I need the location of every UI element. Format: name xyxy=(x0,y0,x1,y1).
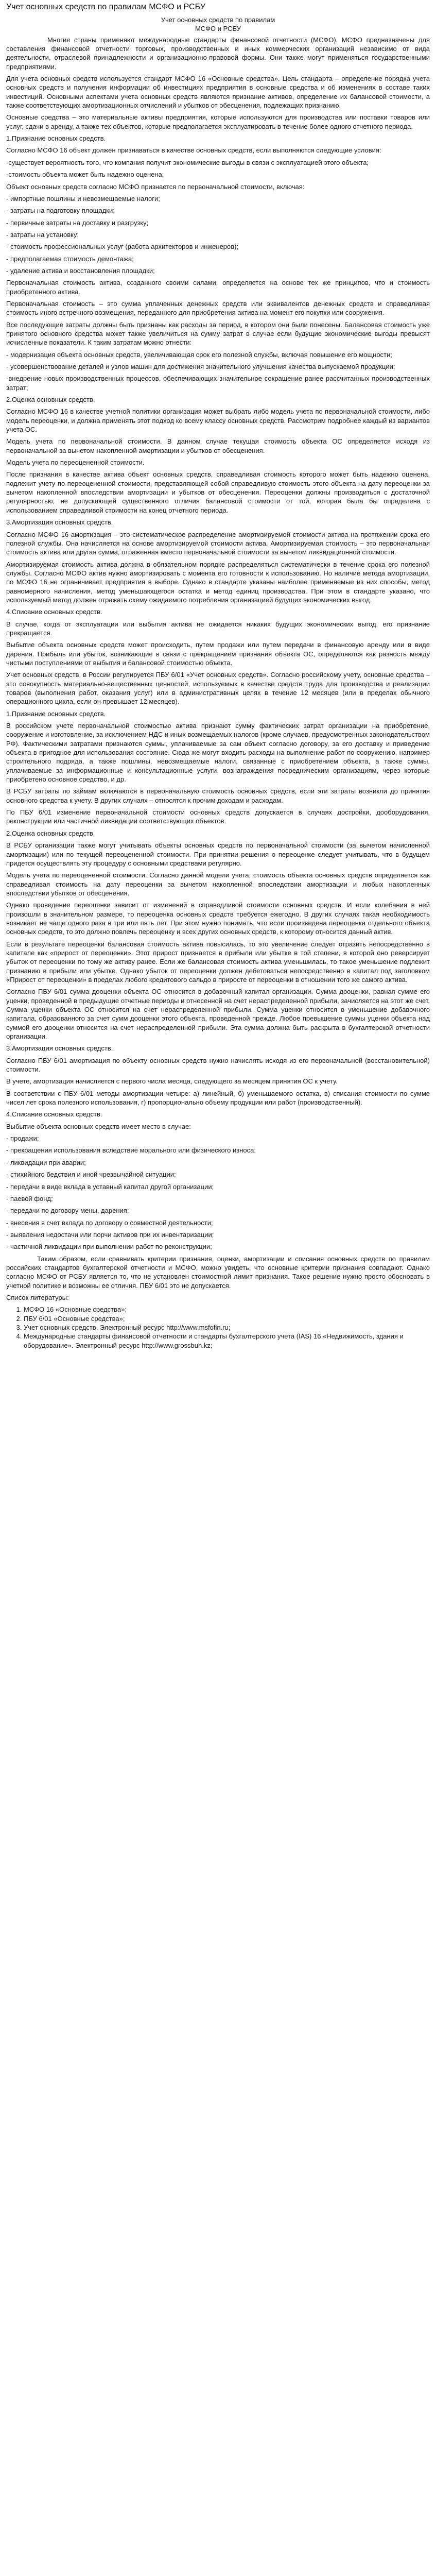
reference-item: 4. Международные стандарты финансовой отчетности и стандарты бухгалтерского учета (IAS) 16 «Недвижимость, здания и оборудование». Электронный ресурс http://www.grossbuh.kz; xyxy=(24,1332,430,1350)
paragraph: - усовершенствование деталей и узлов машин для достижения значительного улучшения качества выпускаемой продукции; xyxy=(6,363,395,370)
paragraph: 1.Признание основных средств. xyxy=(6,709,106,718)
paragraph: Амортизируемая стоимость актива должна в обязательном порядке распределяться систематически в течение срока его полезной службы. Согласно МСФО актив нужно амортизировать с момента его готовности к использованию. Но наличие метода амортизации, по МСФО 16 не ограничивает предприятия в выборе. Однако в стандарте указаны наиболее применяемые из них способы, метод равномерного начисления, метод уменьшающегося остатка и метод единиц производства. При этом в стандарте указано, что используемый метод должен отражать схему ожидаемого потребления организацией будущих экономических выгод. xyxy=(6,560,430,604)
paragraph: Первоначальная стоимость – это сумма уплаченных денежных средств или эквивалентов денежных средств и справедливая стоимость иного встречного возмещения, переданного для приобретения актива на момент его покупки или сооружения. xyxy=(6,299,430,317)
paragraph: - модернизация объекта основных средств, увеличивающая срок его полезной службы, включая повышение его мощности; xyxy=(6,350,392,359)
paragraph: 2.Оценка основных средств. xyxy=(6,396,95,404)
paragraph: -существует вероятность того, что компания получит экономические выгоды в связи с эксплуатацией этого объекта; xyxy=(6,158,369,166)
paragraph: - первичные затраты на доставку и разгрузку; xyxy=(6,218,149,227)
paragraph: В случае, когда от эксплуатации или выбытия актива не ожидается никаких будущих экономических выгод, его признание прекращается. xyxy=(6,620,430,637)
paragraph: Согласно МСФО 16 объект должен признаваться в качестве основных средств, если выполняются следующие условия: xyxy=(6,146,381,155)
paragraph: 1.Признание основных средств. xyxy=(6,134,106,143)
paragraph: Выбытие объекта основных средств может происходить, путем продажи или путем передачи в финансовую аренду или в виде дарения. Прибыль или убыток, возникающие в связи с прекращением признания объекта ОС, определяются как разность между чистыми поступлениями от выбытия и балансовой стоимостью объекта. xyxy=(6,641,430,667)
paragraph: После признания в качестве актива объект основных средств, справедливая стоимость которого может быть надежно оценена, подлежит учету по переоцененной стоимости, представляющей собой справедливую стоимость этого объекта на дату переоценки за вычетом накопленной впоследствии амортизации и убытков от обесценения. Переоценки должны производиться с достаточной регулярностью, не допускающей существенного отличия балансовой стоимости от той, которая была бы определена с использованием справедливой стоимости на конец отчетного периода. xyxy=(6,470,430,514)
paragraph: - продажи; xyxy=(6,1134,39,1143)
paragraph: Модель учета по переоцененной стоимости. Согласно данной модели учета, стоимость объекта основных средств определяется как справедливая стоимость на дату переоценки за вычетом накопленной впоследствии амортизации и любых накопленных впоследствии убытков от обесценения. xyxy=(6,871,430,897)
paragraph: - импортные пошлины и невозмещаемые налоги; xyxy=(6,194,160,202)
paragraph: - передачи в виде вклада в уставный капитал другой организации; xyxy=(6,1182,214,1191)
paragraph: - внесения в счет вклада по договору о совместной деятельности; xyxy=(6,1218,213,1227)
paragraph: В РСБУ организации также могут учитывать объекты основных средств по первоначальной стоимости (за вычетом начисленной амортизации) или по текущей переоцененной стоимости. При принятии решения о переоценке следует учитывать, что в будущем придется осуществлять эту процедуру с основными средствами регулярно. xyxy=(6,841,430,867)
reference-item: 2. ПБУ 6/01 «Основные средства»; xyxy=(24,1314,430,1323)
paragraph: - частичной ликвидации при выполнении работ по реконструкции; xyxy=(6,1243,212,1251)
paragraph: Согласно МСФО 16 в качестве учетной политики организация может выбрать либо модель учета по первоначальной стоимости, либо модель переоценки, и должна применять этот подход ко всему классу основных средств. Рассмотрим подробнее каждый из вариантов учета ОС. xyxy=(6,408,430,434)
paragraph: - выявления недостачи или порчи активов при их инвентаризации; xyxy=(6,1230,214,1239)
paragraph: Выбытие объекта основных средств имеет место в случае: xyxy=(6,1122,191,1130)
paragraph: В соответствии с ПБУ 6/01 методы амортизации четыре: а) линейный, б) уменьшаемого остатка, в) списания стоимости по сумме чисел лет срока полезного использования, г) пропорционально объему продукции или работ (производственный). xyxy=(6,1089,430,1107)
paragraph: Если в результате переоценки балансовая стоимость актива повысилась, то это увеличение следует отразить непосредственно в капитале как «прирост от переоценки». Этот прирост признается в прибыли или убытке в той степени, в которой оно реверсирует убыток от переоценки по тому же активу ранее. Если же балансовая стоимость актива уменьшилась, то такое уменьшение подлежит признанию в прибыли или убытке. Однако убыток от переоценки должен дебетоваться непосредственно в капитал под заголовком «Прирост от переоценки» в пределах любого кредитового сальдо в приросте от переоценки в отношении того же самого актива. xyxy=(6,940,430,984)
paragraph: Согласно ПБУ 6/01 сумма дооценки объекта ОС относится в добавочный капитал организации. Сумма дооценки, равная сумме его уценки, проведенной в предыдущие отчетные периоды и отнесенной на счет нераспределенной прибыли, зачисляется на этот же счет. Сумма уценки объекта ОС относится на счет нераспределенной прибыли. Сумма уценки относится в уменьшение добавочного капитала, образованного за счет сумм дооценки этого объекта, проведенной прежде. Любое превышение суммы уценки объекта над суммой его дооценки относится на счет нераспределенной прибыли. Эта сумма должна быть раскрыта в бухгалтерской отчетности организации. xyxy=(6,988,430,1041)
paragraph: - затраты на подготовку площадки; xyxy=(6,207,115,215)
paragraph: -стоимость объекта может быть надежно оценена; xyxy=(6,171,164,179)
paragraph: Объект основных средств согласно МСФО признается по первоначальной стоимости, включая: xyxy=(6,182,305,191)
reference-item: 1. МСФО 16 «Основные средства»; xyxy=(24,1305,430,1314)
paragraph: - стоимость профессиональных услуг (работа архитекторов и инженеров); xyxy=(6,243,239,251)
paragraph: 4.Списание основных средств. xyxy=(6,1110,102,1118)
paragraph: - предполагаемая стоимость демонтажа; xyxy=(6,255,134,263)
paragraph: Согласно ПБУ 6/01 амортизация по объекту основных средств нужно начислять исходя из его первоначальной (восстановительной) стоимости. xyxy=(6,1056,430,1074)
paragraph: Однако проведение переоценки зависит от изменений в справедливой стоимости основных средств. И если колебания в ней произошли в значительном размере, то переоценка основных средств требуется ежегодно. В других случаях такая необходимость возникает не чаще одного раза в три или пять лет. При этом нужно понимать, что если произведена переоценка отдельного объекта основных средств, то это должно повлечь переоценку и всех других основных средств, к которому относится данный актив. xyxy=(6,901,430,936)
document-title: Учет основных средств по правилам МСФО и РСБУ xyxy=(6,3,205,11)
paragraph: - стихийного бедствия и иной чрезвычайной ситуации; xyxy=(6,1171,176,1179)
paragraph: Модель учета по переоцененной стоимости. xyxy=(6,459,145,467)
paragraph: -внедрение новых производственных процессов, обеспечивающих значительное сокращение ранее рассчитанных производственных затрат; xyxy=(6,375,430,392)
paragraph: Первоначальная стоимость актива, созданного своими силами, определяется на основе тех же принципов, что и стоимость приобретенного актива. xyxy=(6,279,430,296)
paragraph: - паевой фонд; xyxy=(6,1194,53,1202)
paragraph: Список литературы: xyxy=(6,1293,69,1301)
paragraph: Многие страны применяют международные стандарты финансовой отчетности (МСФО). МСФО предназначены для составления финансовой отчетности торговых, производственных и иных коммерческих организаций независимо от вида деятельности, отраслевой принадлежности и организационно-правовой формы. Они также могут применяться государственными предприятиями. xyxy=(6,36,430,71)
paragraph: - прекращения использования вследствие морального или физического износа; xyxy=(6,1146,256,1155)
paragraph: 3.Амортизация основных средств. xyxy=(6,1044,113,1053)
subtitle-line-1: Учет основных средств по правилам xyxy=(161,16,275,24)
reference-item: 3. Учет основных средств. Электронный ресурс http://www.msfofin.ru; xyxy=(24,1323,430,1332)
paragraph: По ПБУ 6/01 изменение первоначальной стоимости основных средств допускается в случаях достройки, дооборудования, реконструкции или частичной ликвидации соответствующих объектов. xyxy=(6,808,430,825)
paragraph: В РСБУ затраты по займам включаются в первоначальную стоимость основных средств, если эти затраты возникли до принятия основного средства к учету. В других случаях – относятся к прочим доходам и расходам. xyxy=(6,787,430,804)
paragraph: Для учета основных средств используется стандарт МСФО 16 «Основные средства». Цель стандарта – определение порядка учета основных средств и получения информации об инвестициях предприятия в основные средства и об изменениях в составе таких инвестиций. Основными аспектами учета основных средств являются признание активов, определение их балансовой стоимости, а также соответствующих амортизационных отчислений и убытков от обесценения, подлежащих признанию. xyxy=(6,75,430,110)
paragraph: 2.Оценка основных средств. xyxy=(6,829,95,837)
paragraph: В российском учете первоначальной стоимостью актива признают сумму фактических затрат организации на приобретение, сооружение и изготовление, за исключением НДС и иных возмещаемых налогов (кроме случаев, предусмотренных законодательством РФ). Фактическими затратами признаются суммы, уплачиваемые за сам объект согласно договору, за его доставку и приведение объекта в пригодное для использования состояние. Сюда же могут входить расходы на выполнение работ по сооружению, например строительного подряда, а также пошлины, невозмещаемые налоги, связанные с приобретением объекта, а также суммы, уплачиваемые за информационные и консультационные услуги, вознаграждения посредническим организациям, через которые приобретено основное средство, и др. xyxy=(6,722,430,784)
paragraph: Все последующие затраты должны быть признаны как расходы за период, в котором они были понесены. Балансовая стоимость уже принятого основного средства может также увеличиться на сумму затрат в случае если будущие экономические выгоды превысят исчисленные показатели. К таким затратам можно отнести: xyxy=(6,320,430,347)
paragraph: Согласно МСФО 16 амортизация – это систематическое распределение амортизируемой стоимости актива на протяжении срока его полезной службы. Она начисляется на основе амортизируемой стоимости актива. Амортизируемая стоимость – это первоначальная стоимость актива или другая сумма, отраженная вместо первоначальной стоимости за вычетом ликвидационной стоимости. xyxy=(6,530,430,556)
paragraph: Таким образом, если сравнивать критерии признания, оценки, амортизации и списания основных средств по правилам российских стандартов бухгалтерской отчетности и МСФО, можно увидеть, что основные критерии признания совпадают. Однако согласно МСФО от РСБУ является то, что не установлен стоимостной лимит признания. Такое решение нужно просто обосновать в учетной политике и возможны ее отличия. ПБУ 6/01 это не допускается. xyxy=(6,1255,430,1290)
paragraph: Модель учета по первоначальной стоимости. В данном случае текущая стоимость объекта ОС определяется исходя из первоначальной за вычетом накопленной амортизации и убытков от обесценения. xyxy=(6,437,430,454)
paragraph: - ликвидации при аварии; xyxy=(6,1158,86,1166)
paragraph: - затраты на установку; xyxy=(6,230,79,239)
article-body xyxy=(6,36,430,1302)
references-list xyxy=(6,1305,430,1350)
subtitle-line-2: МСФО и РСБУ xyxy=(195,25,241,33)
paragraph: Учет основных средств, в России регулируется ПБУ 6/01 «Учет основных средств». Согласно российскому учету, основные средства – это совокупность материально-вещественных ценностей, используемых в качестве средств труда для производства и реализации товаров (выполнения работ, оказания услуг) или в административных целях в течение 12 месяцев (или в пределах обычного операционного цикла, если он превышает 12 месяцев). xyxy=(6,671,430,706)
paragraph: 3.Амортизация основных средств. xyxy=(6,518,113,527)
paragraph: Основные средства – это материальные активы предприятия, которые используются для производства или поставки товаров или услуг, сдачи в аренду, а также тех объектов, которые предполагается эксплуатировать в течение более одного отчетного периода. xyxy=(6,113,430,130)
paragraph: В учете, амортизация начисляется с первого числа месяца, следующего за месяцем принятия ОС к учету. xyxy=(6,1077,338,1086)
paragraph: 4.Списание основных средств. xyxy=(6,608,102,616)
paragraph: - удаление актива и восстановления площадки; xyxy=(6,266,155,275)
paragraph: - передачи по договору мены, дарения; xyxy=(6,1207,129,1215)
